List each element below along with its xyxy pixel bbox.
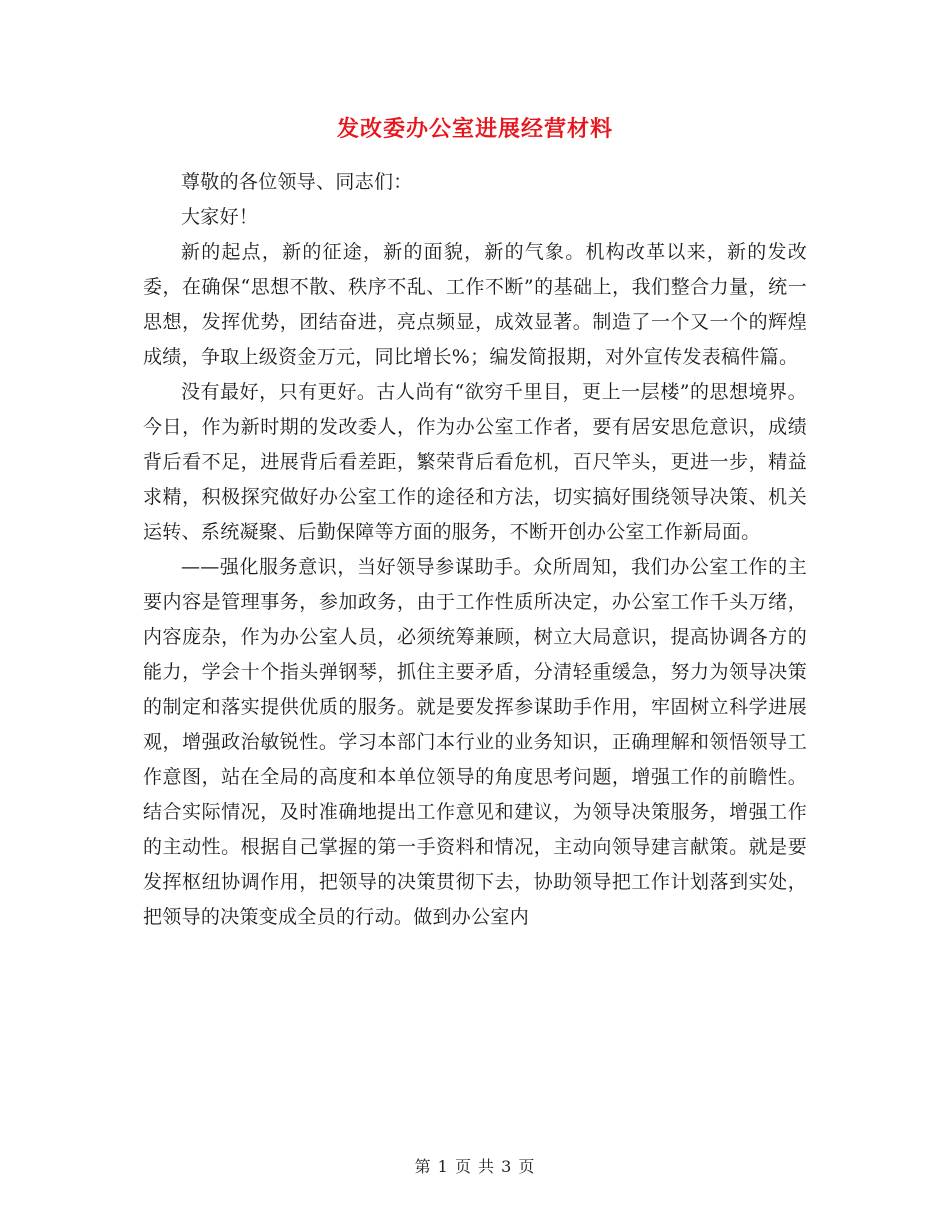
document-body	[143, 165, 807, 935]
page-footer: 第 1 页 共 3 页	[414, 1157, 536, 1176]
document-title: 发改委办公室进展经营材料	[336, 116, 613, 142]
paragraph-3: ——强化服务意识，当好领导参谋助手。众所周知，我们办公室工作的主要内容是管理事务，参加政务，由于工作性质所决定，办公室工作千头万绪，内容庞杂，作为办公室人员，必须统筹兼顾，树立大局意识，提高协调各方的能力，学会十个指头弹钢琴，抓住主要矛盾，分清轻重缓急，努力为领导决策的制定和落实提供优质的服务。就是要发挥参谋助手作用，牢固树立科学进展观，增强政治敏锐性。学习本部门本行业的业务知识，正确理解和领悟领导工作意图，站在全局的高度和本单位领导的角度思考问题，增强工作的前瞻性。结合实际情况，及时准确地提出工作意见和建议，为领导决策服务，增强工作的主动性。根据自己掌握的第一手资料和情况，主动向领导建言献策。就是要发挥枢纽协调作用，把领导的决策贯彻下去，协助领导把工作计划落到实处，把领导的决策变成全员的行动。做到办公室内	[143, 556, 807, 928]
paragraph-2: 没有最好，只有更好。古人尚有“欲穷千里目，更上一层楼”的思想境界。今日，作为新时期的发改委人，作为办公室工作者，要有居安思危意识，成绩背后看不足，进展背后看差距，繁荣背后看危机，百尺竿头，更进一步，精益求精，积极探究做好办公室工作的途径和方法，切实搞好围绕领导决策、机关运转、系统凝聚、后勤保障等方面的服务，不断开创办公室工作新局面。	[143, 381, 807, 543]
salutation: 尊敬的各位领导、同志们：	[181, 171, 413, 193]
paragraph-1: 新的起点，新的征途，新的面貌，新的气象。机构改革以来，新的发改委，在确保“思想不散、秩序不乱、工作不断”的基础上，我们整合力量，统一思想，发挥优势，团结奋进，亮点频显，成效显著。制造了一个又一个的辉煌成绩，争取上级资金万元，同比增长%；编发简报期，对外宣传发表稿件篇。	[143, 241, 807, 368]
greeting: 大家好！	[181, 206, 259, 228]
